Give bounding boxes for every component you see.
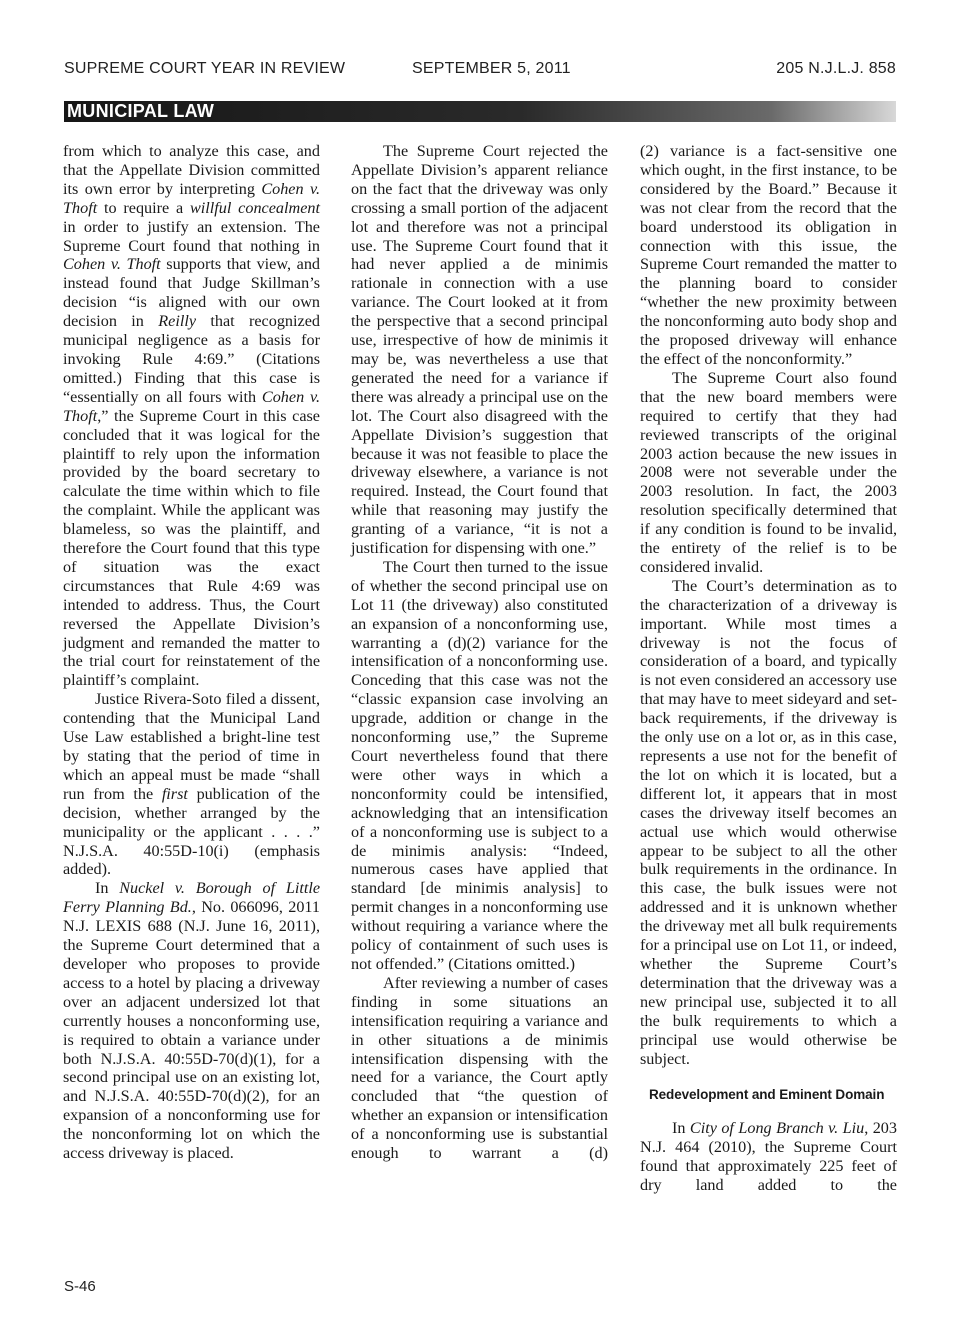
publication-section: SUPREME COURT YEAR IN REVIEW <box>64 60 346 77</box>
paragraph: The Supreme Court also found that the new board members were required to certify that they had reviewed transcripts of the original 2003 action because the new issues in 2008 were not severable under the 2003 resolution. In fact, the 2003 resolution specifically determined that if any condition is found to be invalid, the entirety of the relief is to be considered invalid. <box>640 368 897 576</box>
paragraph: from which to analyze this case, and that the Appellate Division committed its own error by interpreting Cohen v. Thoft to require a willful concealment in order to justify an extension. The Supreme Court found that nothing in Cohen v. Thoft supports that view, and instead found that Judge Skillman’s decision “is aligned with our own decision in Reilly that recognized municipal negligence as a basis for invoking Rule 4:69.” (Citations omitted.) Finding that this case is “essentially on all fours with Cohen v. Thoft,” the Supreme Court in this case concluded that it was logical for the plaintiff to rely upon the information provided by the board secretary to calculate the time within which to file the complaint. While the applicant was blameless, so was the plaintiff, and therefore the Court found that this type of situation was the exact circumstances that Rule 4:69 was intended to address. Thus, the Court reversed the Appellate Division’s judgment and remanded the matter to the trial court for reinstatement of the plaintiff’s complaint. <box>63 142 321 690</box>
section-title-bar <box>64 101 896 122</box>
paragraph: In Nuckel v. Borough of Little Ferry Planning Bd., No. 066096, 2011 N.J. LEXIS 688 (N.J. June 16, 2011), the Supreme Court determined that a developer who proposes to provide access to a hotel by placing a driveway over an adjacent undersized lot that currently houses a nonconforming use, is required to obtain a variance under both N.J.S.A. 40:55D-70(d)(1), for a second principal use on an existing lot, and N.J.S.A. 40:55D-70(d)(2), for an expansion of a nonconforming use for the nonconforming lot on which the access driveway is placed. <box>63 879 321 1163</box>
column-3 <box>640 142 897 1195</box>
paragraph: The Court’s determination as to the characterization of a driveway is important. While most times a driveway is not the focus of consideration of a board, and typically is not even considered an accessory use that may have to meet sideyard and set-back requirements, if the driveway is the only use on a lot or, as in this case, represents a use not for the benefit of the lot on which it is located, but a different lot, it appears that in most cases the driveway itself becomes an actual use which would otherwise appear to be subject to all the other bulk requirements in the ordinance. In this case, the bulk issues were not addressed and it is unknown whether the driveway met all bulk requirements for a principal use on Lot 11, or indeed, whether the Supreme Court’s determination that the driveway was a new principal use, subjected it to all the bulk requirements to which a principal use would otherwise be subject. <box>640 576 897 1068</box>
column-2 <box>351 142 608 1163</box>
paragraph: The Court then turned to the issue of whether the second principal use on Lot 11 (the driveway) also constituted an expansion of a nonconforming use, warranting a (d)(2) variance for the intensification of a nonconforming use. Conceding that this case was not the “classic expansion case involving an upgrade, addition or change in the nonconforming use,” the Supreme Court nevertheless found that there were other ways in which a nonconformity could be intensified, acknowledging that an intensification of a nonconforming use is subject to a de minimis analysis: “Indeed, numerous cases have applied that standard [de minimis analysis] to permit changes in a nonconforming use without requiring a variance where the policy of containment of such uses is not offended.” (Citations omitted.) <box>351 557 608 973</box>
paragraph: Justice Rivera-Soto filed a dissent, contending that the Municipal Land Use Law established a bright-line test by stating that the period of time in which an appeal must be made “shall run from the first publication of the decision, whether arranged by the municipality or the applicant . . . .” N.J.S.A. 40:55D-10(i) (emphasis added). <box>63 690 320 879</box>
paragraph: (2) variance is a fact-sensitive one which ought, in the first instance, to be considered by the Board.” Because it was not clear from the record that the board understood its obligation in connection with this issue, the Supreme Court remanded the matter to the planning board to consider “whether the new proximity between the nonconforming auto body shop and the proposed driveway will enhance the effect of the nonconformity.” <box>640 142 897 368</box>
paragraph: In City of Long Branch v. Liu, 203 N.J. 464 (2010), the Supreme Court found that approximately 225 feet of dry land added to the <box>640 1119 897 1195</box>
section-title: MUNICIPAL LAW <box>67 101 215 121</box>
running-header <box>64 60 896 82</box>
subheading: Redevelopment and Eminent Domain <box>649 1087 885 1103</box>
page-number: S-46 <box>64 1278 96 1295</box>
paragraph: After reviewing a number of cases finding in some situations an intensification requiring a variance and in other situations a de minimis intensification dispensing with the need for a variance, the Court aptly concluded that “the question of whether an expansion or intensification of a nonconforming use is substantial enough to warrant a (d) <box>351 973 608 1163</box>
paragraph: The Supreme Court rejected the Appellate Division’s apparent reliance on the fact that the driveway was only crossing a small portion of the adjacent lot and therefore was not a principal use. The Supreme Court found that it had never applied a de minimis rationale in connection with a use variance. The Court looked at it from the perspective that a second principal use, irrespective of how de minimis it may be, was nevertheless a use that generated the need for a variance if there was already a principal use on the lot. The Court also disagreed with the Appellate Division’s suggestion that because it was not feasible to place the driveway elsewhere, a variance is not required. Instead, the Court found that while that reasoning may justify the granting of a variance, “it is not a justification for dispensing with one.” <box>351 142 608 558</box>
column-1 <box>63 142 320 1163</box>
citation: 205 N.J.L.J. 858 <box>776 60 896 77</box>
publication-date: SEPTEMBER 5, 2011 <box>412 60 571 77</box>
